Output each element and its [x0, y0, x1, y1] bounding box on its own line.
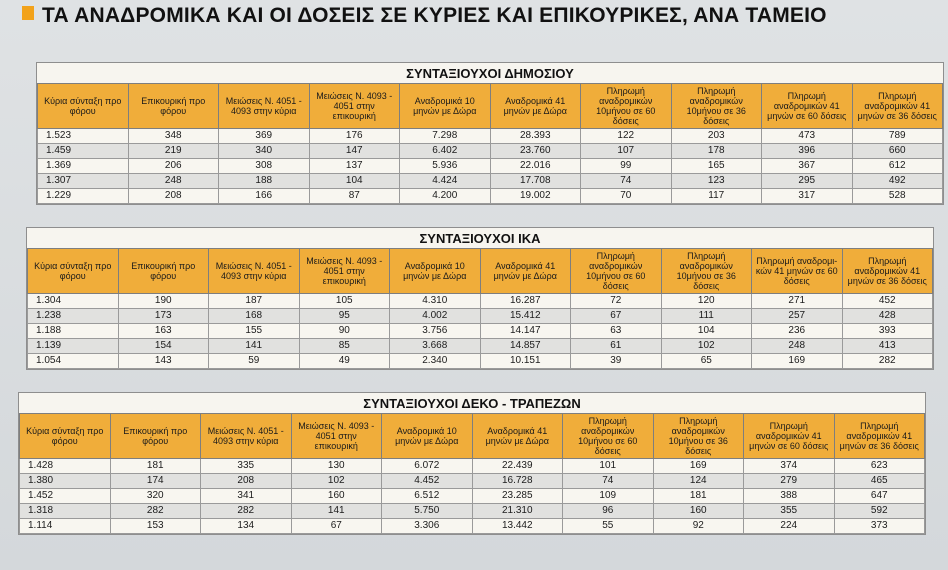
table-cell: 5.750: [382, 504, 473, 519]
table-cell: 165: [671, 159, 762, 174]
column-header: Αναδρομικά 10 μηνών με Δώρα: [390, 249, 481, 294]
table-cell: 335: [201, 459, 292, 474]
table-cell: 224: [744, 519, 835, 534]
table-cell: 373: [834, 519, 925, 534]
table-cell: 16.728: [472, 474, 563, 489]
table-cell: 67: [291, 519, 382, 534]
column-header: Κύρια σύνταξη προ φόρου: [28, 249, 119, 294]
table-cell: 248: [752, 339, 843, 354]
table-cell: 134: [201, 519, 292, 534]
column-header: Κύρια σύνταξη προ φόρου: [38, 84, 129, 129]
table-cell: 1.428: [20, 459, 111, 474]
table-cell: 166: [219, 189, 310, 204]
section-title: ΣΥΝΤΑΞΙΟΥΧΟΙ ΔΗΜΟΣΙΟΥ: [406, 66, 574, 81]
column-header: Μειώσεις Ν. 4093 - 4051 στην επικουρική: [299, 249, 390, 294]
table-cell: 3.306: [382, 519, 473, 534]
table-cell: 1.238: [28, 309, 119, 324]
table-cell: 19.002: [490, 189, 581, 204]
column-header: Πληρωμή αναδρομι-κών 41 μηνών σε 60 δόσεις: [752, 249, 843, 294]
table-cell: 340: [219, 144, 310, 159]
table-cell: 101: [563, 459, 654, 474]
table-cell: 117: [671, 189, 762, 204]
column-header: Αναδρομικά 41 μηνών με Δώρα: [472, 414, 563, 459]
table-cell: 22.016: [490, 159, 581, 174]
article-title: ΤΑ ΑΝΑΔΡΟΜΙΚΑ ΚΑΙ ΟΙ ΔΟΣΕΙΣ ΣΕ ΚΥΡΙΕΣ ΚΑΙ ΕΠΙΚΟΥΡΙΚΕΣ, ΑΝΑ ΤΑΜΕΙΟ: [42, 4, 827, 27]
table-header-row: [38, 84, 943, 129]
table-cell: 348: [128, 129, 219, 144]
table-cell: 308: [219, 159, 310, 174]
table-cell: 130: [291, 459, 382, 474]
table-row: [20, 504, 925, 519]
table-cell: 13.442: [472, 519, 563, 534]
table-cell: 4.310: [390, 294, 481, 309]
table-cell: 102: [661, 339, 752, 354]
table-cell: 295: [762, 174, 853, 189]
table-row: [20, 474, 925, 489]
table-row: [28, 324, 933, 339]
table-cell: 63: [571, 324, 662, 339]
column-header: Αναδρομικά 10 μηνών με Δώρα: [382, 414, 473, 459]
table-cell: 188: [219, 174, 310, 189]
table-row: [38, 129, 943, 144]
table-row: [38, 144, 943, 159]
table-cell: 102: [291, 474, 382, 489]
table-cell: 623: [834, 459, 925, 474]
table-cell: 473: [762, 129, 853, 144]
table-cell: 65: [661, 354, 752, 369]
table-cell: 7.298: [400, 129, 491, 144]
table-cell: 4.452: [382, 474, 473, 489]
table-cell: 789: [852, 129, 943, 144]
table-cell: 396: [762, 144, 853, 159]
table-cell: 15.412: [480, 309, 571, 324]
table-cell: 1.369: [38, 159, 129, 174]
table-cell: 248: [128, 174, 219, 189]
table-cell: 528: [852, 189, 943, 204]
table-cell: 176: [309, 129, 400, 144]
column-header: Πληρωμή αναδρομικών 41 μηνών σε 60 δόσεις: [762, 84, 853, 129]
table-cell: 104: [309, 174, 400, 189]
table-row: [20, 489, 925, 504]
column-header: Πληρωμή αναδρομικών 10μήνου σε 60 δόσεις: [563, 414, 654, 459]
column-header: Πληρωμή αναδρομικών 10μήνου σε 60 δόσεις: [571, 249, 662, 294]
table-row: [38, 174, 943, 189]
table-cell: 105: [299, 294, 390, 309]
table-cell: 492: [852, 174, 943, 189]
table-cell: 612: [852, 159, 943, 174]
table-cell: 465: [834, 474, 925, 489]
table-row: [38, 189, 943, 204]
table-header-row: [20, 414, 925, 459]
table-cell: 95: [299, 309, 390, 324]
table-cell: 1.523: [38, 129, 129, 144]
table-cell: 21.310: [472, 504, 563, 519]
column-header: Πληρωμή αναδρομικών 41 μηνών σε 36 δόσεις: [842, 249, 933, 294]
table-cell: 4.200: [400, 189, 491, 204]
table-cell: 279: [744, 474, 835, 489]
column-header: Πληρωμή αναδρομικών 10μήνου σε 36 δόσεις: [661, 249, 752, 294]
table-cell: 169: [752, 354, 843, 369]
column-header: Αναδρομικά 10 μηνών με Δώρα: [400, 84, 491, 129]
column-header: Αναδρομικά 41 μηνών με Δώρα: [480, 249, 571, 294]
table-cell: 181: [653, 489, 744, 504]
column-header: Μειώσεις Ν. 4051 - 4093 στην κύρια: [201, 414, 292, 459]
pension-table: [19, 413, 925, 534]
table-cell: 647: [834, 489, 925, 504]
table-cell: 10.151: [480, 354, 571, 369]
table-cell: 660: [852, 144, 943, 159]
table-cell: 104: [661, 324, 752, 339]
table-cell: 109: [563, 489, 654, 504]
column-header: Κύρια σύνταξη προ φόρου: [20, 414, 111, 459]
table-cell: 141: [291, 504, 382, 519]
column-header: Πληρωμή αναδρομικών 10μήνου σε 36 δόσεις: [653, 414, 744, 459]
table-cell: 23.760: [490, 144, 581, 159]
table-row: [28, 339, 933, 354]
table-cell: 123: [671, 174, 762, 189]
table-cell: 452: [842, 294, 933, 309]
table-cell: 153: [110, 519, 201, 534]
table-cell: 428: [842, 309, 933, 324]
table-cell: 320: [110, 489, 201, 504]
table-cell: 154: [118, 339, 209, 354]
table-cell: 190: [118, 294, 209, 309]
table-cell: 1.139: [28, 339, 119, 354]
article-header: [0, 0, 948, 62]
table-cell: 137: [309, 159, 400, 174]
column-header: Πληρωμή αναδρομικών 10μήνου σε 36 δόσεις: [671, 84, 762, 129]
table-cell: 163: [118, 324, 209, 339]
section-title: ΣΥΝΤΑΞΙΟΥΧΟΙ ΔΕΚΟ - ΤΡΑΠΕΖΩΝ: [363, 396, 581, 411]
table-cell: 206: [128, 159, 219, 174]
table-cell: 160: [291, 489, 382, 504]
table-cell: 122: [581, 129, 672, 144]
column-header: Μειώσεις Ν. 4093 - 4051 στην επικουρική: [309, 84, 400, 129]
table-cell: 317: [762, 189, 853, 204]
table-cell: 99: [581, 159, 672, 174]
column-header: Επικουρική προ φόρου: [110, 414, 201, 459]
table-cell: 147: [309, 144, 400, 159]
table-cell: 143: [118, 354, 209, 369]
table-cell: 1.304: [28, 294, 119, 309]
table-cell: 208: [128, 189, 219, 204]
table-cell: 59: [209, 354, 300, 369]
table-cell: 87: [309, 189, 400, 204]
column-header: Πληρωμή αναδρομικών 10μήνου σε 60 δόσεις: [581, 84, 672, 129]
table-cell: 74: [563, 474, 654, 489]
table-cell: 107: [581, 144, 672, 159]
table-cell: 67: [571, 309, 662, 324]
table-cell: 341: [201, 489, 292, 504]
table-cell: 72: [571, 294, 662, 309]
table-cell: 1.459: [38, 144, 129, 159]
table-cell: 6.402: [400, 144, 491, 159]
section-deko-trapezon: [18, 392, 926, 535]
table-cell: 592: [834, 504, 925, 519]
table-cell: 3.756: [390, 324, 481, 339]
table-cell: 257: [752, 309, 843, 324]
table-cell: 219: [128, 144, 219, 159]
pension-table: [37, 83, 943, 204]
pension-table: [27, 248, 933, 369]
table-cell: 4.002: [390, 309, 481, 324]
table-cell: 74: [581, 174, 672, 189]
table-cell: 155: [209, 324, 300, 339]
column-header: Πληρωμή αναδρομικών 41 μηνών σε 36 δόσεις: [834, 414, 925, 459]
table-cell: 14.147: [480, 324, 571, 339]
table-cell: 6.072: [382, 459, 473, 474]
table-cell: 23.285: [472, 489, 563, 504]
table-row: [20, 459, 925, 474]
table-cell: 111: [661, 309, 752, 324]
table-cell: 39: [571, 354, 662, 369]
section-dimosiou: [36, 62, 944, 205]
table-cell: 355: [744, 504, 835, 519]
table-cell: 169: [653, 459, 744, 474]
table-row: [38, 159, 943, 174]
table-cell: 61: [571, 339, 662, 354]
table-row: [20, 519, 925, 534]
table-cell: 271: [752, 294, 843, 309]
table-cell: 1.307: [38, 174, 129, 189]
column-header: Πληρωμή αναδρομικών 41 μηνών σε 36 δόσεις: [852, 84, 943, 129]
table-cell: 187: [209, 294, 300, 309]
table-cell: 282: [201, 504, 292, 519]
table-cell: 6.512: [382, 489, 473, 504]
table-cell: 374: [744, 459, 835, 474]
table-cell: 393: [842, 324, 933, 339]
column-header: Μειώσεις Ν. 4093 - 4051 στην επικουρική: [291, 414, 382, 459]
table-cell: 369: [219, 129, 310, 144]
table-cell: 168: [209, 309, 300, 324]
table-cell: 173: [118, 309, 209, 324]
column-header: Μειώσεις Ν. 4051 - 4093 στην κύρια: [219, 84, 310, 129]
table-cell: 141: [209, 339, 300, 354]
section-title: ΣΥΝΤΑΞΙΟΥΧΟΙ ΙΚΑ: [419, 231, 541, 246]
table-cell: 1.114: [20, 519, 111, 534]
table-cell: 5.936: [400, 159, 491, 174]
column-header: Επικουρική προ φόρου: [118, 249, 209, 294]
table-cell: 3.668: [390, 339, 481, 354]
table-cell: 1.054: [28, 354, 119, 369]
table-header-row: [28, 249, 933, 294]
table-cell: 181: [110, 459, 201, 474]
table-cell: 1.318: [20, 504, 111, 519]
column-header: Επικουρική προ φόρου: [128, 84, 219, 129]
section-ika: [26, 227, 934, 370]
table-cell: 236: [752, 324, 843, 339]
table-cell: 174: [110, 474, 201, 489]
table-cell: 28.393: [490, 129, 581, 144]
table-cell: 17.708: [490, 174, 581, 189]
table-cell: 96: [563, 504, 654, 519]
table-cell: 388: [744, 489, 835, 504]
column-header: Πληρωμή αναδρομικών 41 μηνών σε 60 δόσεις: [744, 414, 835, 459]
table-cell: 1.229: [38, 189, 129, 204]
table-cell: 413: [842, 339, 933, 354]
table-cell: 22.439: [472, 459, 563, 474]
table-row: [28, 309, 933, 324]
table-cell: 282: [110, 504, 201, 519]
table-cell: 120: [661, 294, 752, 309]
table-row: [28, 354, 933, 369]
table-cell: 1.188: [28, 324, 119, 339]
table-cell: 92: [653, 519, 744, 534]
table-cell: 49: [299, 354, 390, 369]
table-cell: 14.857: [480, 339, 571, 354]
table-cell: 85: [299, 339, 390, 354]
table-cell: 16.287: [480, 294, 571, 309]
table-cell: 70: [581, 189, 672, 204]
title-square-icon: [22, 6, 34, 20]
column-header: Αναδρομικά 41 μηνών με Δώρα: [490, 84, 581, 129]
table-cell: 124: [653, 474, 744, 489]
column-header: Μειώσεις Ν. 4051 - 4093 στην κύρια: [209, 249, 300, 294]
table-cell: 178: [671, 144, 762, 159]
table-cell: 90: [299, 324, 390, 339]
table-cell: 1.452: [20, 489, 111, 504]
table-cell: 367: [762, 159, 853, 174]
table-cell: 1.380: [20, 474, 111, 489]
table-cell: 2.340: [390, 354, 481, 369]
table-cell: 4.424: [400, 174, 491, 189]
table-cell: 208: [201, 474, 292, 489]
table-cell: 203: [671, 129, 762, 144]
table-cell: 160: [653, 504, 744, 519]
table-cell: 55: [563, 519, 654, 534]
table-row: [28, 294, 933, 309]
table-cell: 282: [842, 354, 933, 369]
